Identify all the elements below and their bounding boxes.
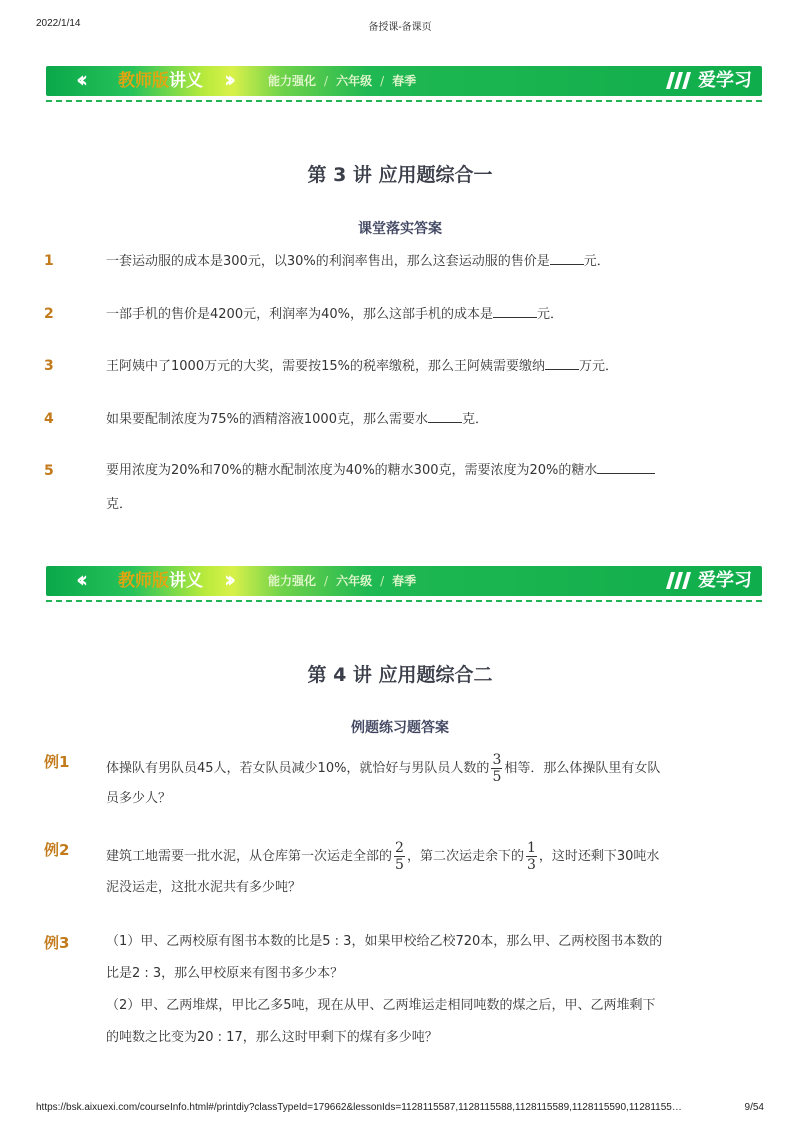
question-text-pre: 要用浓度为20%和70%的糖水配制浓度为40%的糖水300克，需要浓度为20%的糖水	[106, 463, 598, 478]
example-label: 例2	[44, 841, 70, 859]
answer-blank	[545, 356, 579, 370]
lecture-4-subtitle: 例题练习题答案	[351, 720, 449, 736]
brand-logo-icon	[664, 69, 696, 93]
section-banner	[46, 566, 762, 612]
example-line: 员多少人？	[106, 791, 172, 806]
answer-blank	[550, 251, 584, 265]
banner-divider	[46, 600, 762, 602]
print-header	[0, 18, 800, 32]
question-number: 5	[44, 463, 54, 479]
fraction	[394, 840, 405, 873]
crumb-ability: 能力强化	[268, 574, 317, 588]
example-line: 比是2 : 3，那么甲校原来有图书多少本？	[106, 966, 344, 981]
fraction-numerator: 3	[492, 752, 502, 768]
question-text	[106, 356, 716, 377]
question-text	[106, 304, 716, 325]
question-text-pre: 一套运动服的成本是300元，以30%的利润率售出，那么这套运动服的售价是	[106, 254, 550, 269]
fraction-denominator: 5	[492, 769, 502, 785]
answer-blank	[493, 304, 537, 318]
banner-title-accent: 讲义	[169, 71, 203, 91]
banner-title	[118, 71, 203, 91]
example-line	[106, 752, 726, 785]
question-text-pre: 王阿姨中了1000万元的大奖，需要按15%的税率缴税，那么王阿姨需要缴纳	[106, 359, 545, 374]
chevron-left-icon: ‹‹	[76, 568, 83, 593]
question-text-post: 万元．	[578, 359, 618, 374]
crumb-separator: /	[380, 574, 385, 588]
fraction	[491, 752, 502, 785]
banner-title	[118, 571, 203, 591]
chevron-right-icon: ››	[224, 68, 231, 93]
example-line: 的吨数之比变为20 : 17，那么这时甲剩下的煤有多少吨？	[106, 1030, 438, 1045]
crumb-season: 春季	[392, 574, 417, 588]
example-label: 例1	[44, 753, 70, 771]
example-text: 体操队有男队员45人，若女队员减少10%，就恰好与男队员人数的	[106, 761, 490, 776]
print-date: 2022/1/14	[36, 18, 81, 29]
answer-blank	[597, 460, 655, 474]
question-text-pre: 一部手机的售价是4200元，利润率为40%，那么这部手机的成本是	[106, 307, 493, 322]
brand-logo-text: 爱学习	[698, 70, 752, 91]
question-text-post: 元．	[583, 254, 610, 269]
question-number: 3	[44, 358, 54, 374]
chevron-right-icon: ››	[224, 568, 231, 593]
banner-title-main: 教师版	[118, 571, 169, 591]
question-number: 4	[44, 411, 54, 427]
brand-logo	[664, 569, 760, 593]
crumb-separator: /	[324, 574, 329, 588]
question-text	[106, 454, 716, 522]
answer-blank	[428, 409, 462, 423]
question-number: 1	[44, 253, 54, 269]
question-text-post: 克．	[461, 412, 488, 427]
example-line: 泥没运走，这批水泥共有多少吨？	[106, 880, 302, 895]
example-text: 建筑工地需要一批水泥，从仓库第一次运走全部的	[106, 849, 393, 864]
question-number: 2	[44, 306, 54, 322]
question-text	[106, 409, 716, 430]
example-line	[106, 840, 726, 873]
crumb-grade: 六年级	[336, 74, 373, 88]
crumb-separator: /	[324, 74, 329, 88]
question-text-pre: 如果要配制浓度为75%的酒精溶液1000克，那么需要水	[106, 412, 428, 427]
question-text-post: 元．	[536, 307, 563, 322]
crumb-separator: /	[380, 74, 385, 88]
lecture-4-title: 第 4 讲 应用题综合二	[307, 664, 493, 686]
fraction-numerator: 2	[395, 840, 404, 856]
example-text: ，这时还剩下30吨水	[538, 849, 660, 864]
crumb-ability: 能力强化	[268, 74, 317, 88]
question-text	[106, 251, 716, 272]
banner-crumbs	[268, 73, 416, 89]
example-line: （1）甲、乙两校原有图书本数的比是5 : 3，如果甲校给乙校720本，那么甲、乙两校图书本数的	[106, 934, 663, 949]
example-text: ，第二次运走余下的	[406, 849, 524, 864]
fraction-numerator: 1	[526, 840, 536, 856]
print-footer	[0, 1102, 800, 1116]
print-url: https://bsk.aixuexi.com/courseInfo.html#/printdiy?classTypeId=179662&lessonIds=1128115587,1128115588,1128115589,1128115590,11281155…	[36, 1102, 682, 1113]
crumb-grade: 六年级	[336, 574, 373, 588]
banner-divider	[46, 100, 762, 102]
example-line: （2）甲、乙两堆煤，甲比乙多5吨，现在从甲、乙两堆运走相同吨数的煤之后，甲、乙两堆剩下	[106, 998, 656, 1013]
example-text: 相等．那么体操队里有女队	[504, 761, 661, 776]
banner-title-main: 教师版	[118, 71, 169, 91]
fraction-denominator: 3	[526, 857, 536, 873]
lecture-3-title: 第 3 讲 应用题综合一	[307, 164, 493, 186]
fraction	[526, 840, 537, 873]
crumb-season: 春季	[392, 74, 417, 88]
brand-logo	[664, 69, 760, 93]
question-text-post: 克．	[106, 497, 133, 512]
lecture-3-subtitle: 课堂落实答案	[358, 221, 442, 237]
print-title: 备授课-备课页	[368, 22, 432, 33]
chevron-left-icon: ‹‹	[76, 68, 83, 93]
fraction-denominator: 5	[395, 857, 404, 873]
page-number: 9/54	[744, 1102, 764, 1113]
section-banner	[46, 66, 762, 112]
banner-title-accent: 讲义	[169, 571, 203, 591]
brand-logo-icon	[664, 569, 696, 593]
banner-crumbs	[268, 573, 416, 589]
example-label: 例3	[44, 934, 70, 952]
brand-logo-text: 爱学习	[698, 570, 752, 591]
